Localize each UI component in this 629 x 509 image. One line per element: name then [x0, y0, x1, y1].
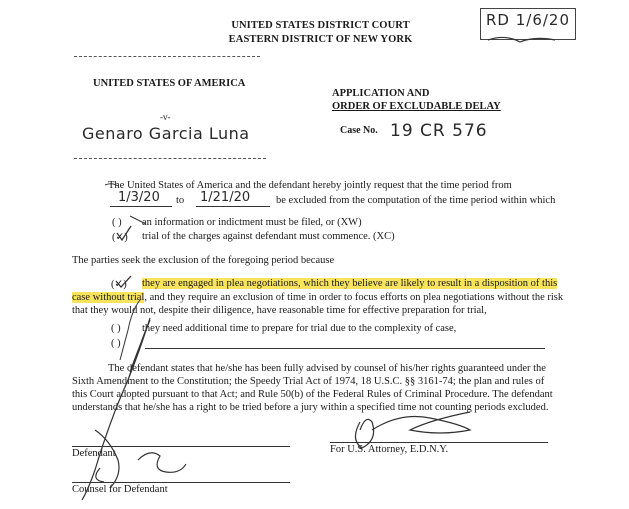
other-mark: ( ): [111, 338, 121, 349]
government-signature: [355, 412, 470, 448]
date-from: 1/3/20: [118, 190, 160, 205]
case-number: 19 CR 576: [390, 121, 488, 141]
court-district: EASTERN DISTRICT OF NEW YORK: [228, 34, 413, 45]
plea-highlight-2: case without trial: [72, 292, 145, 303]
document-title-2: ORDER OF EXCLUDABLE DELAY: [332, 101, 501, 112]
defendant-flourish: [120, 300, 140, 360]
date-to: 1/21/20: [200, 190, 251, 205]
counsel-label: Counsel for Defendant: [72, 484, 168, 495]
advisement-line-3: this Court adopted pursuant to that Act; and Rule 50(b) of the Federal Rules of Criminal Procedure. The defendant: [72, 389, 553, 400]
plea-checkmark: [116, 276, 131, 287]
stamp-scribble: [488, 37, 555, 42]
advisement-line-1: The defendant states that he/she has been fully advised by counsel of his/her rights guaranteed under the: [108, 363, 546, 374]
document-title-1: APPLICATION AND: [332, 88, 430, 99]
trial-checkmark: [117, 226, 131, 240]
defendant-label: Defendant: [72, 448, 116, 459]
option-indictment-mark: ( ): [112, 217, 122, 228]
plea-rest-1: , and they require an exclusion of time in order to focus efforts on plea negotiations without the risk: [144, 292, 564, 303]
advisement-line-4: understands that he/she has a right to be tried before a jury within a specified time not counting periods excluded.: [72, 402, 549, 413]
plea-highlight-1: they are engaged in plea negotiations, which they believe are likely to result in a disposition of this: [142, 278, 558, 289]
court-name: UNITED STATES DISTRICT COURT: [231, 20, 410, 31]
complexity-text: they need additional time to prepare for trial due to the complexity of case,: [142, 323, 457, 334]
plea-line-3: that they would not, despite their diligence, have reasonable time for effective preparation for trial,: [72, 305, 487, 316]
plaintiff-name: UNITED STATES OF AMERICA: [93, 78, 246, 89]
received-stamp: RD 1/6/20: [480, 8, 576, 40]
request-text-2: be excluded from the computation of the time period within which: [276, 195, 556, 206]
reasons-intro-text: The parties seek the exclusion of the foregoing period because: [72, 255, 335, 266]
advisement-line-2: Sixth Amendment to the Constitution; the Speedy Trial Act of 1974, 18 U.S.C. §§ 3161-74; the plan and rules of: [72, 376, 545, 387]
defendant-signature: [82, 318, 186, 500]
request-text-1: The United States of America and the defendant hereby jointly request that the time period from: [108, 180, 512, 191]
versus: -v-: [160, 112, 171, 122]
indictment-slash: [130, 216, 146, 224]
complexity-mark: ( ): [111, 323, 121, 334]
request-to: to: [176, 195, 185, 206]
option-indictment-text: an information or indictment must be filed, or (XW): [142, 217, 362, 228]
defendant-name-handwritten: Genaro Garcia Luna: [82, 124, 250, 143]
plea-mark: (✓): [111, 279, 127, 290]
case-number-label: Case No.: [340, 125, 378, 136]
option-trial-mark: (✓): [112, 232, 128, 243]
government-label: For U.S. Attorney, E.D.N.Y.: [330, 444, 449, 455]
option-trial-text: trial of the charges against defendant must commence. (XC): [142, 231, 395, 242]
date-scribble: [105, 184, 118, 186]
